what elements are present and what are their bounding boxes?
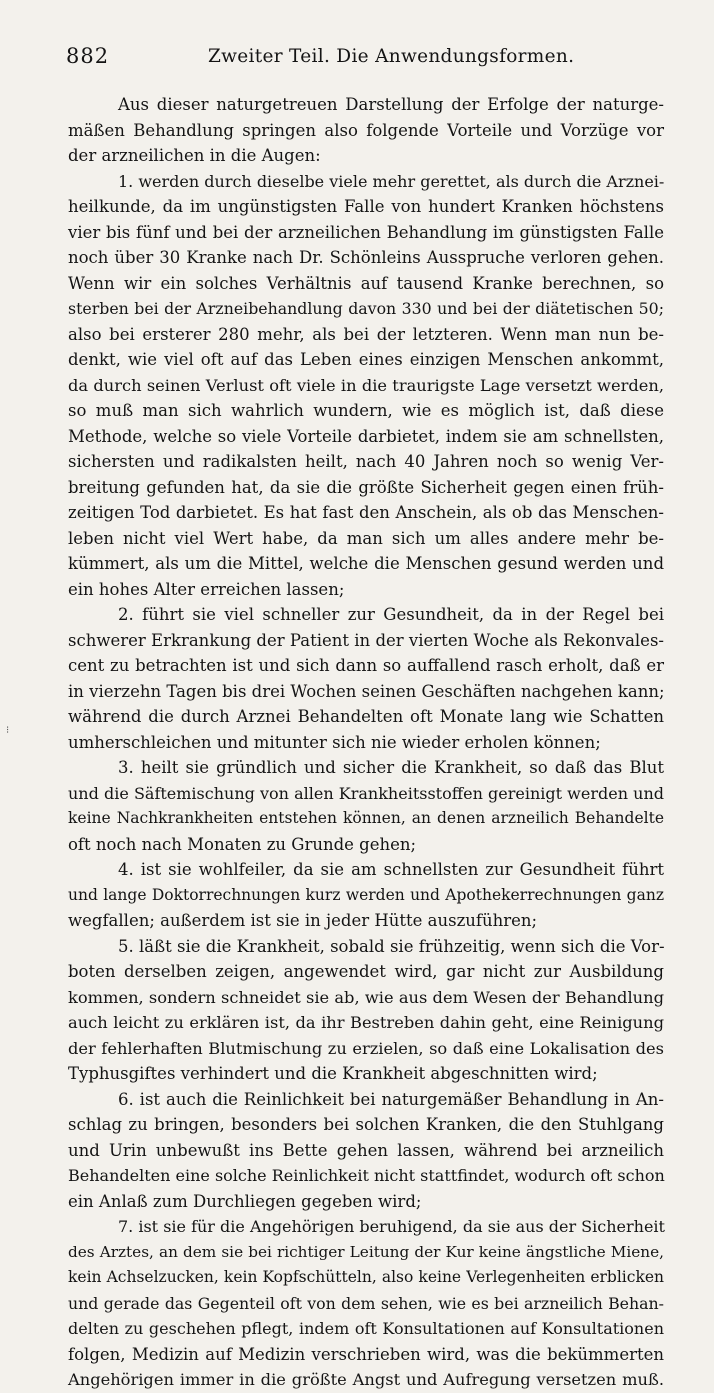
- text-line: sterben bei der Arzneibehandlung davon 330 und bei der diätetischen 50;: [68, 299, 664, 318]
- text-line: so muß man sich wahrlich wundern, wie es möglich ist, daß diese: [68, 401, 664, 420]
- text-line: noch über 30 Kranke nach Dr. Schönleins Ausspruche verloren gehen.: [68, 248, 664, 267]
- text-line: und gerade das Gegenteil oft von dem sehen, wie es bei arzneilich Behan-: [68, 1293, 664, 1313]
- text-line: da durch seinen Verlust oft viele in die traurigste Lage versetzt werden,: [68, 375, 664, 395]
- text-line: 7. ist sie für die Angehörigen beruhigend, da sie aus der Sicherheit: [118, 1217, 665, 1236]
- text-line: sichersten und radikalsten heilt, nach 40 Jahren noch so wenig Ver-: [68, 452, 664, 471]
- text-line: und die Säftemischung von allen Krankheitsstoffen gereinigt werden und: [68, 783, 664, 803]
- text-line: 5. läßt sie die Krankheit, sobald sie frühzeitig, wenn sich die Vor-: [118, 936, 665, 956]
- text-line: kein Achselzucken, kein Kopfschütteln, also keine Verlegenheiten erblicken: [68, 1268, 664, 1286]
- text-line: 6. ist auch die Reinlichkeit bei naturgemäßer Behandlung in An-: [118, 1089, 664, 1109]
- text-line: 4. ist sie wohlfeiler, da sie am schnellsten zur Gesundheit führt: [118, 860, 664, 879]
- text-line: 1. werden durch dieselbe viele mehr gerettet, als durch die Arznei-: [118, 171, 665, 191]
- text-line: des Arztes, an dem sie bei richtiger Leitung der Kur keine ängstliche Miene,: [68, 1242, 664, 1261]
- text-line: breitung gefunden hat, da sie die größte Sicherheit gegen einen früh-: [68, 477, 664, 497]
- text-line: kommen, sondern schneidet sie ab, wie aus dem Wesen der Behandlung: [68, 987, 664, 1007]
- running-title: Zweiter Teil. Die Anwendungsformen.: [208, 46, 575, 67]
- text-line: Typhusgiftes verhindert und die Krankheit abgeschnitten wird;: [68, 1064, 598, 1083]
- text-line: 2. führt sie viel schneller zur Gesundheit, da in der Regel bei: [118, 605, 664, 624]
- text-line: vier bis fünf und bei der arzneilichen Behandlung im günstigsten Falle: [68, 222, 664, 242]
- text-line: keine Nachkrankheiten entstehen können, an denen arzneilich Behandelte: [68, 809, 664, 827]
- text-line: also bei ersterer 280 mehr, als bei der letzteren. Wenn man nun be-: [68, 324, 664, 344]
- text-line: kümmert, als um die Mittel, welche die Menschen gesund werden und: [68, 554, 664, 573]
- text-line: Aus dieser naturgetreuen Darstellung der Erfolge der naturge-: [118, 95, 664, 114]
- text-line: wegfallen; außerdem ist sie in jeder Hütte auszuführen;: [68, 911, 538, 930]
- text-line: cent zu betrachten ist und sich dann so auffallend rasch erholt, daß er: [68, 656, 664, 675]
- text-line: auch leicht zu erklären ist, da ihr Bestreben dahin geht, eine Reinigung: [68, 1013, 664, 1032]
- text-line: der fehlerhaften Blutmischung zu erzielen, so daß eine Lokalisation des: [68, 1038, 664, 1058]
- text-line: und Urin unbewußt ins Bette gehen lassen, während bei arzneilich: [68, 1140, 664, 1160]
- text-line: 3. heilt sie gründlich und sicher die Krankheit, so daß das Blut: [118, 758, 664, 777]
- text-line: boten derselben zeigen, angewendet wird, gar nicht zur Ausbildung: [68, 962, 664, 981]
- text-line: umherschleichen und mitunter sich nie wieder erholen können;: [68, 732, 601, 752]
- text-line: denkt, wie viel oft auf das Leben eines einzigen Menschen ankommt,: [68, 350, 664, 369]
- text-line: zeitigen Tod darbietet. Es hat fast den Anschein, als ob das Menschen-: [68, 503, 664, 522]
- text-line: schlag zu bringen, besonders bei solchen Kranken, die den Stuhlgang: [68, 1115, 664, 1134]
- text-line: Wenn wir ein solches Verhältnis auf tausend Kranke berechnen, so: [68, 273, 664, 293]
- text-line: in vierzehn Tagen bis drei Wochen seinen Geschäften nachgehen kann;: [68, 681, 665, 701]
- text-line: während die durch Arznei Behandelten oft Monate lang wie Schatten: [68, 707, 664, 726]
- text-line: folgen, Medizin auf Medizin verschrieben wird, was die bekümmerten: [68, 1344, 664, 1364]
- text-line: ein Anlaß zum Durchliegen gegeben wird;: [68, 1191, 422, 1211]
- page-header: [66, 44, 674, 78]
- text-line: oft noch nach Monaten zu Grunde gehen;: [68, 834, 417, 854]
- text-line: mäßen Behandlung springen also folgende Vorteile und Vorzüge vor: [68, 120, 664, 140]
- text-line: heilkunde, da im ungünstigsten Falle von hundert Kranken höchstens: [68, 197, 664, 216]
- text-line: ein hohes Alter erreichen lassen;: [68, 579, 345, 599]
- text-line: leben nicht viel Wert habe, da man sich um alles andere mehr be-: [68, 528, 664, 548]
- text-line: Behandelten eine solche Reinlichkeit nicht stattfindet, wodurch oft schon: [68, 1166, 665, 1185]
- text-line: delten zu geschehen pflegt, indem oft Konsultationen auf Konsultationen: [68, 1319, 664, 1338]
- margin-dots: ⁝: [6, 725, 10, 736]
- page-number: 882: [66, 44, 110, 68]
- text-line: der arzneilichen in die Augen:: [68, 146, 321, 165]
- body-text: [68, 92, 664, 1393]
- text-line: Angehörigen immer in die größte Angst und Aufregung versetzen muß.: [68, 1370, 664, 1389]
- text-line: schwerer Erkrankung der Patient in der vierten Woche als Rekonvales-: [68, 630, 664, 650]
- text-line: Methode, welche so viele Vorteile darbietet, indem sie am schnellsten,: [68, 426, 664, 446]
- text-line: und lange Doktorrechnungen kurz werden und Apothekerrechnungen ganz: [68, 885, 664, 904]
